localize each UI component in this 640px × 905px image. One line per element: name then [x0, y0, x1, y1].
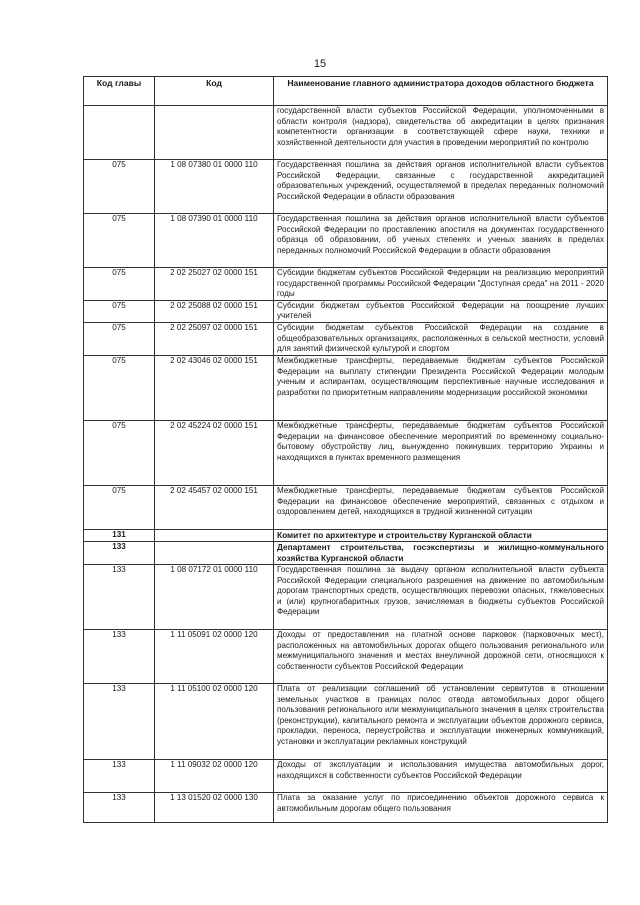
revenue-code-cell: 1 08 07380 01 0000 110 [155, 160, 274, 214]
description-cell: Субсидии бюджетам субъектов Российской Федерации на создание в общеобразовательных организациях, расположенных в сельской местности, условий для занятий физической культурой и спортом [274, 322, 608, 355]
revenue-code-cell [155, 106, 274, 160]
description-cell: Плата за оказание услуг по присоединению объектов дорожного сервиса к автомобильным дорогам общего пользования [274, 792, 608, 822]
table-row [84, 300, 608, 322]
revenue-code-cell: 1 11 09032 02 0000 120 [155, 759, 274, 792]
chapter-code-cell: 133 [84, 564, 155, 629]
chapter-code-cell: 075 [84, 355, 155, 420]
revenue-code-cell: 2 02 43046 02 0000 151 [155, 355, 274, 420]
table-row [84, 214, 608, 268]
description-cell: Плата от реализации соглашений об установлении сервитутов в отношении земельных участков в границах полос отвода автомобильных дорог общего пользования регионального или межмуниципального значения в целях строительства (реконструкции), капитального ремонта и эксплуатации объектов дорожного сервиса, прокладки, переноса, переустройства и эксплуатации инженерных коммуникаций, установки и эксплуатации рекламных конструкций [274, 683, 608, 759]
description-cell: Доходы от эксплуатации и использования имущества автомобильных дорог, находящихся в собственности субъектов Российской Федерации [274, 759, 608, 792]
department-row [84, 529, 608, 541]
chapter-code-cell: 133 [84, 541, 155, 564]
revenue-code-cell: 1 08 07390 01 0000 110 [155, 214, 274, 268]
table-body [84, 106, 608, 823]
description-cell: Доходы от предоставления на платной основе парковок (парковочных мест), расположенных на автомобильных дорогах общего пользования регионального или межмуниципального значения и местах внеуличной дорожной сети, относящихся к собственности субъектов Российской Федерации [274, 629, 608, 683]
page-number: 15 [313, 58, 327, 70]
table-row [84, 683, 608, 759]
chapter-code-cell: 075 [84, 268, 155, 301]
revenue-code-cell: 2 02 25097 02 0000 151 [155, 322, 274, 355]
revenue-administrators-table [83, 76, 608, 823]
revenue-code-cell [155, 529, 274, 541]
description-cell: государственной власти субъектов Российской Федерации, уполномоченными в области контроля (надзора), свидетельства об аккредитации в целях признания компетентности организации в соответствующей сфере науки, техники и хозяйственной деятельности для участия в проведении мероприятий по контролю [274, 106, 608, 160]
table-row [84, 322, 608, 355]
chapter-code-cell: 133 [84, 683, 155, 759]
description-cell: Субсидии бюджетам субъектов Российской Федерации на поощрение лучших учителей [274, 300, 608, 322]
chapter-code-cell: 131 [84, 529, 155, 541]
revenue-code-cell: 1 08 07172 01 0000 110 [155, 564, 274, 629]
chapter-code-cell: 075 [84, 214, 155, 268]
table-row [84, 355, 608, 420]
chapter-code-cell: 075 [84, 485, 155, 529]
revenue-code-cell [155, 541, 274, 564]
description-cell: Государственная пошлина за действия органов исполнительной власти субъектов Российской Федерации по проставлению апостиля на документах государственного образца об образовании, об ученых степенях и ученых званиях в пределах переданных полномочий Российской Федерации в области образования [274, 214, 608, 268]
revenue-code-cell: 2 02 45457 02 0000 151 [155, 485, 274, 529]
table-row [84, 564, 608, 629]
table-row [84, 420, 608, 485]
chapter-code-cell: 133 [84, 792, 155, 822]
chapter-code-cell: 075 [84, 300, 155, 322]
revenue-code-cell: 2 02 25088 02 0000 151 [155, 300, 274, 322]
description-cell: Межбюджетные трансферты, передаваемые бюджетам субъектов Российской Федерации на выплату стипендии Президента Российской Федерации молодым ученым и аспирантам, осуществляющим перспективные научные исследования и разработки по приоритетным направлениям модернизации российской экономики [274, 355, 608, 420]
table-row [84, 485, 608, 529]
description-cell: Межбюджетные трансферты, передаваемые бюджетам субъектов Российской Федерации на финансовое обеспечение мероприятий, связанных с отдыхом и оздоровлением детей, находящихся в трудной жизненной ситуации [274, 485, 608, 529]
chapter-code-cell: 075 [84, 160, 155, 214]
table-row [84, 268, 608, 301]
revenue-code-cell: 2 02 25027 02 0000 151 [155, 268, 274, 301]
department-row [84, 541, 608, 564]
chapter-code-cell [84, 106, 155, 160]
description-cell: Комитет по архитектуре и строительству Курганской области [274, 529, 608, 541]
table-row [84, 160, 608, 214]
table-header-row [84, 77, 608, 106]
chapter-code-cell: 075 [84, 322, 155, 355]
revenue-code-cell: 1 11 05100 02 0000 120 [155, 683, 274, 759]
table-row [84, 759, 608, 792]
header-code: Код [155, 77, 274, 106]
description-cell: Государственная пошлина за выдачу органом исполнительной власти субъекта Российской Федерации специального разрешения на движение по автомобильным дорогам транспортных средств, осуществляющих перевозки опасных, тяжеловесных и (или) крупногабаритных грузов, зачисляемая в бюджеты субъектов Российской Федерации [274, 564, 608, 629]
chapter-code-cell: 075 [84, 420, 155, 485]
table-row [84, 792, 608, 822]
revenue-code-cell: 1 13 01520 02 0000 130 [155, 792, 274, 822]
description-cell: Субсидии бюджетам субъектов Российской Федерации на реализацию мероприятий государственной программы Российской Федерации "Доступная среда" на 2011 - 2020 годы [274, 268, 608, 301]
revenue-code-cell: 2 02 45224 02 0000 151 [155, 420, 274, 485]
description-cell: Государственная пошлина за действия органов исполнительной власти субъектов Российской Федерации, связанные с государственной аккредитацией образовательных учреждений, осуществляемой в пределах переданных полномочий Российской Федерации в области образования [274, 160, 608, 214]
description-cell: Межбюджетные трансферты, передаваемые бюджетам субъектов Российской Федерации на финансовое обеспечение мероприятий по временному социально-бытовому обустройству лиц, вынужденно покинувших территорию Украины и находящихся в пунктах временного размещения [274, 420, 608, 485]
header-administrator-name: Наименование главного администратора доходов областного бюджета [274, 77, 608, 106]
description-cell: Департамент строительства, госэкспертизы и жилищно-коммунального хозяйства Курганской области [274, 541, 608, 564]
revenue-code-cell: 1 11 05091 02 0000 120 [155, 629, 274, 683]
chapter-code-cell: 133 [84, 759, 155, 792]
chapter-code-cell: 133 [84, 629, 155, 683]
table-row [84, 106, 608, 160]
header-chapter-code: Код главы [84, 77, 155, 106]
table-row [84, 629, 608, 683]
